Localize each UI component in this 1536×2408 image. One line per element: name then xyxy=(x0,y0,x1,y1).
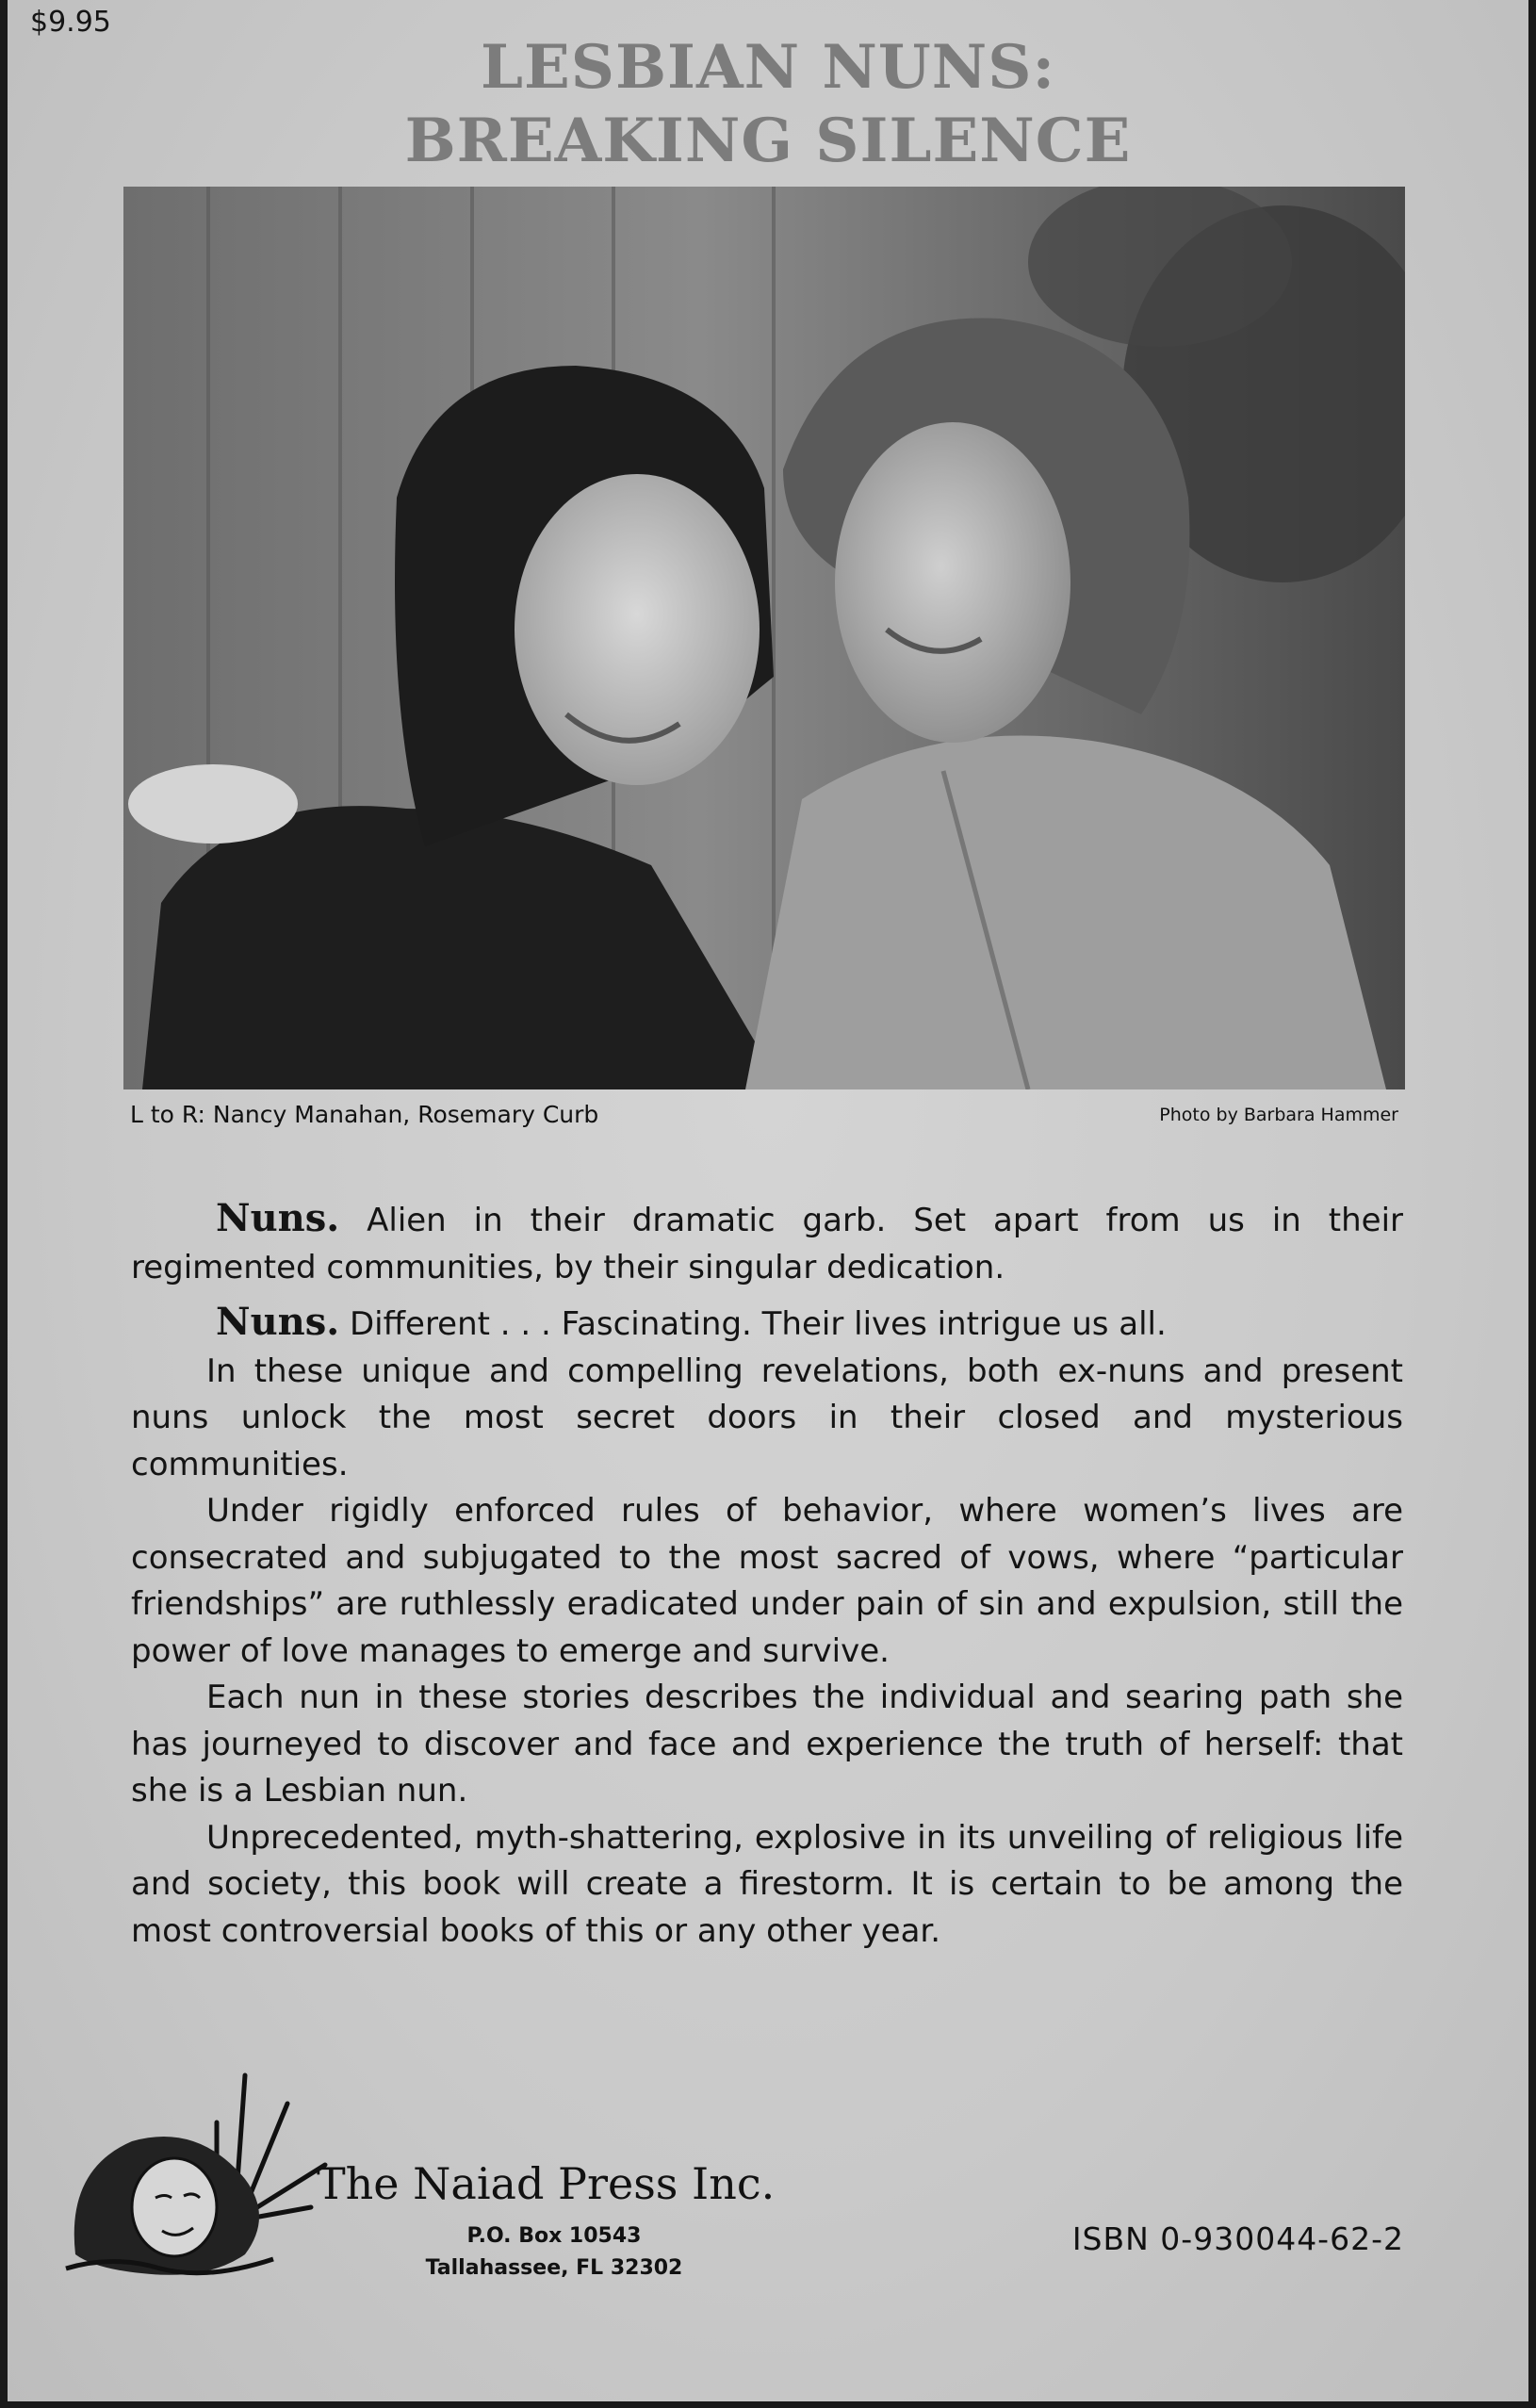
photo-caption-subjects: L to R: Nancy Manahan, Rosemary Curb xyxy=(130,1101,599,1128)
address-line-2: Tallahassee, FL 32302 xyxy=(425,2256,683,2280)
photo-credit: Photo by Barbara Hammer xyxy=(1159,1105,1398,1125)
book-title-line-2: BREAKING SILENCE xyxy=(404,106,1132,176)
blurb-paragraph-5: Each nun in these stories describes the individual and searing path she has journeyed to discover and face and experience the truth of herself: that she is a Lesbian nun. xyxy=(131,1679,1403,1810)
blurb-paragraph-4: Under rigidly enforced rules of behavior, where women’s lives are consecrated and subjugated to the most sacred of vows, where “particular friendships” are ruthlessly eradicated under pain of sin and expulsion, still the power of love manages to emerge and survive. xyxy=(131,1492,1403,1670)
blurb-paragraph-6: Unprecedented, myth-shattering, explosive in its unveiling of religious life and society, this book will create a firestorm. It is certain to be among the most controversial books of this or any other year. xyxy=(131,1818,1403,1950)
lead-word: Nuns. xyxy=(216,1300,340,1344)
naiad-press-logo xyxy=(57,2066,339,2281)
blurb-paragraph-3: In these unique and compelling revelations, both ex-nuns and present nuns unlock the most secret doors in their closed and mysterious communities. xyxy=(131,1351,1403,1483)
blurb-text xyxy=(131,1195,1403,1955)
address-line-1: P.O. Box 10543 xyxy=(466,2224,642,2248)
blurb-paragraph-1 xyxy=(131,1195,1403,1291)
photo-illustration xyxy=(123,187,1405,1089)
book-title-line-1: LESBIAN NUNS: xyxy=(480,32,1056,103)
blurb-paragraph-text: Different . . . Fascinating. Their lives intrigue us all. xyxy=(339,1305,1167,1343)
blurb-paragraph-text: Alien in their dramatic garb. Set apart from us in their regimented communities, by their singular dedication. xyxy=(131,1202,1403,1286)
isbn-number: ISBN 0-930044-62-2 xyxy=(1071,2220,1404,2257)
lead-word: Nuns. xyxy=(216,1196,340,1240)
publisher-name: The Naiad Press Inc. xyxy=(317,2158,776,2209)
publisher-address xyxy=(403,2220,705,2285)
book-back-cover xyxy=(8,0,1528,2401)
price-label: $9.95 xyxy=(30,6,111,39)
blurb-paragraph-2 xyxy=(131,1299,1403,1349)
cover-photo xyxy=(123,187,1405,1089)
